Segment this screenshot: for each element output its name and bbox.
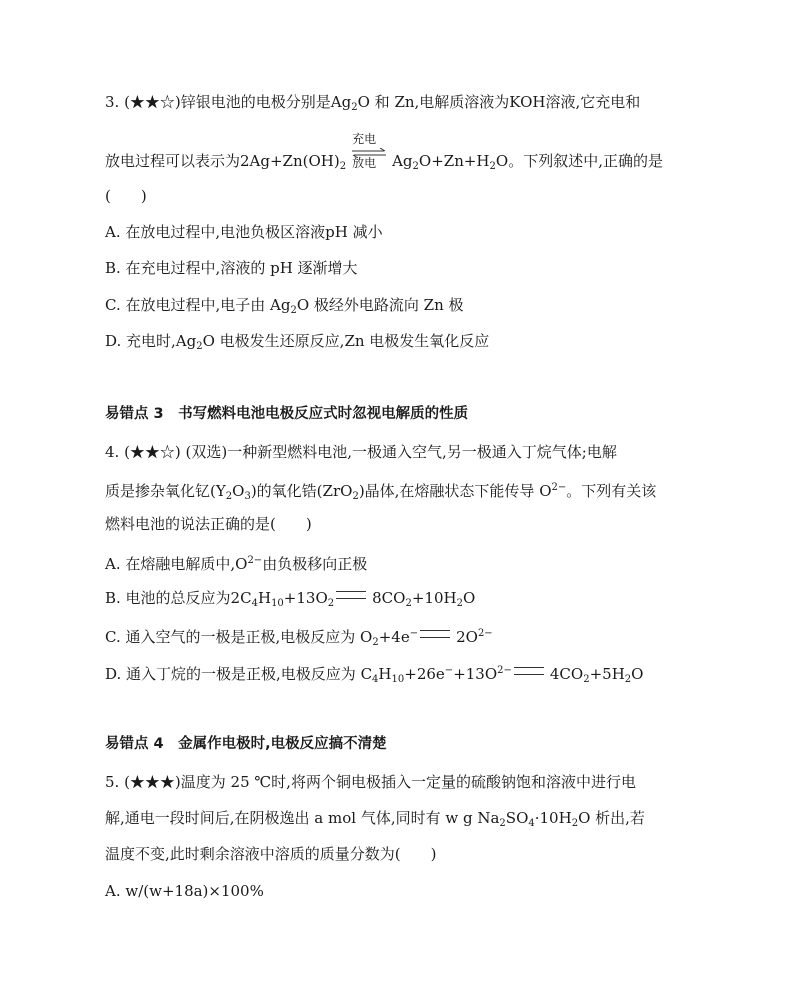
text: 由负极移向正极 [262,555,368,573]
q3-line1 [105,92,640,118]
subscript: 2 [583,674,590,685]
subscript: 2 [196,341,203,352]
text: 8CO [372,589,406,607]
heading-text: 易错点 3 书写燃料电池电极反应式时忽视电解质的性质 [105,406,469,422]
reversible-arrow [350,132,388,170]
text: A. 在放电过程中,电池负极区溶液pH 减小 [105,223,383,241]
subscript: 2 [412,161,419,172]
section-heading-3 [105,404,468,424]
q4-option-c [105,624,493,653]
equals-sign-icon [420,630,450,638]
q3-option-c [105,295,464,321]
text: D. 通入丁烷的一极是正极,电极反应为 C [105,665,373,683]
text: A. w/(w+18a)×100% [105,882,264,900]
text: O [462,589,476,607]
q4-option-b [105,588,475,614]
subscript: 2 [327,598,335,609]
text: 温度不变,此时剩余溶液中溶质的质量分数为( ) [105,845,437,863]
text: +4e [378,628,410,646]
text: 5. (★★★)温度为 25 ℃时,将两个铜电极插入一定量的硫酸钠饱和溶液中进行电 [105,773,636,791]
text: O 极经外电路流向 Zn 极 [296,296,464,314]
text: +26e [404,665,445,683]
superscript: − [409,628,419,639]
superscript: 2− [551,482,567,493]
text: 3. (★★☆)锌银电池的电极分别是Ag [105,93,352,111]
subscript: 2 [372,637,379,648]
answer-blank: ( ) [105,187,147,205]
text: +13O [283,589,328,607]
q5-line2 [105,808,645,834]
superscript: 2− [497,665,512,676]
subscript: 4 [528,818,535,829]
subscript: 2 [352,491,359,502]
q4-line3 [105,514,312,534]
superscript: 2− [477,628,493,639]
subscript: 2 [499,818,506,829]
q4-option-a [105,551,367,574]
text: 4. (★★☆) (双选)一种新型燃料电池,一极通入空气,另一极通入丁烷气体;电解 [105,443,617,461]
q3-line2 [105,132,663,177]
q5-line1 [105,772,636,792]
subscript: 2 [290,305,297,316]
subscript: 2 [225,491,233,502]
text: +5H [589,665,625,683]
text: SO [505,809,529,827]
text: A. 在熔融电解质中,O [105,555,248,573]
text: C. 通入空气的一极是正极,电极反应为 O [105,628,373,646]
text: )的氧化锆(ZrO [250,482,353,500]
arrow-bottom-label: 放电 [352,156,377,170]
q3-paren [105,186,147,206]
text: 质是掺杂氧化钇(Y [105,482,226,500]
text: ·10H [534,809,572,827]
subscript: 4 [372,674,379,685]
q4-line1 [105,442,617,462]
text: O 电极发生还原反应,Zn 电极发生氧化反应 [202,332,490,350]
text: B. 电池的总反应为2C [105,589,252,607]
text: O+Zn+H [418,152,490,170]
equals-sign-icon [514,667,544,675]
text: O 析出,若 [578,809,645,827]
subscript: 2 [351,102,358,113]
q5-line3 [105,844,436,864]
text: Ag [392,152,413,170]
heading-text: 易错点 4 金属作电极时,电极反应搞不清楚 [105,736,387,752]
superscript: 2− [247,555,263,566]
superscript: − [444,665,454,676]
subscript: 10 [391,674,405,685]
subscript: 2 [489,161,496,172]
subscript: 3 [244,491,251,502]
equals-sign-icon [336,591,366,599]
q5-option-a [105,881,264,901]
text: C. 在放电过程中,电子由 Ag [105,296,291,314]
subscript: 2 [339,161,347,172]
q3-option-b [105,258,358,278]
text: 。下列有关该 [566,482,657,500]
text: 解,通电一段时间后,在阴极逸出 a mol 气体,同时有 w g Na [105,809,500,827]
text: 放电过程可以表示为2Ag+Zn(OH) [105,152,340,170]
text: )晶体,在熔融状态下能传导 O [358,482,552,500]
text: +13O [453,665,498,683]
text: 燃料电池的说法正确的是( ) [105,515,312,533]
subscript: 2 [405,598,412,609]
text: O 和 Zn,电解质溶液为KOH溶液,它充电和 [357,93,641,111]
subscript: 10 [271,598,284,609]
text: H [378,665,392,683]
q4-line2 [105,478,656,507]
subscript: 2 [571,818,579,829]
section-heading-4 [105,734,387,754]
text: O [232,482,245,500]
subscript: 4 [251,598,258,609]
text: H [257,589,272,607]
q4-option-d [105,661,643,690]
subscript: 2 [456,598,463,609]
subscript: 2 [624,674,632,685]
text: D. 充电时,Ag [105,332,197,350]
text: B. 在充电过程中,溶液的 pH 逐渐增大 [105,259,358,277]
text: O [631,665,644,683]
q3-option-d [105,331,489,357]
text: +10H [411,589,457,607]
q3-option-a [105,222,383,242]
text: O。下列叙述中,正确的是 [495,152,663,170]
arrow-top-label: 充电 [352,132,377,146]
text: 2O [456,628,478,646]
text: 4CO [549,665,584,683]
